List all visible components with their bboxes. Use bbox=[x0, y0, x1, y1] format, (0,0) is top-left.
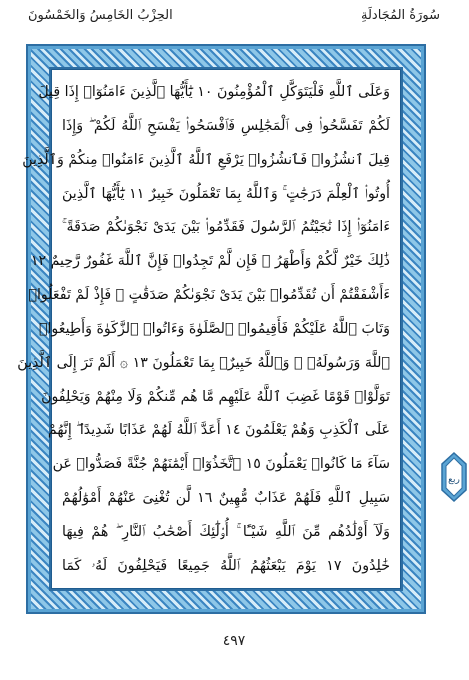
verse-line: خَٰلِدُونَ ١٧ يَوْمَ يَبْعَثُهُمُ ٱللَّهُ جَمِيعًا فَيَحْلِفُونَ لَهُۥ كَمَا bbox=[62, 557, 390, 574]
surah-name: سُورَةُ المُجَادلَةِ bbox=[361, 8, 440, 23]
verse-line: ءَأَشْفَقْتُمْ أَن تُقَدِّمُوا۟ بَيْنَ يَدَىْ نَجْوَىٰكُمْ صَدَقَٰتٍ ۚ فَإِذْ لَمْ تَفْعَلُوا۟ bbox=[28, 287, 390, 304]
hizb-label: الحِزْبُ الخَامِسُ وَالخَمْسُونَ bbox=[28, 8, 173, 23]
verse-line: ٱللَّهَ وَرَسُولَهُۥ ۚ وَٱللَّهُ خَبِيرٌۢ بِمَا تَعْمَلُونَ ١٣ ۞ أَلَمْ تَرَ إِلَى ٱلَّذِينَ bbox=[17, 354, 390, 371]
verse-line: ءَامَنُوٓا۟ إِذَا نَٰجَيْتُمُ ٱلرَّسُولَ فَقَدِّمُوا۟ بَيْنَ يَدَىْ نَجْوَىٰكُمْ صَدَقَةً ۚ bbox=[62, 219, 390, 236]
verse-line: ذَٰلِكَ خَيْرٌ لَّكُمْ وَأَطْهَرُ ۚ فَإِن لَّمْ تَجِدُوا۟ فَإِنَّ ٱللَّهَ غَفُورٌ رَّحِيمٌ ١٢ bbox=[30, 253, 390, 270]
verse-line: سَآءَ مَا كَانُوا۟ يَعْمَلُونَ ١٥ ٱتَّخَذُوٓا۟ أَيْمَٰنَهُمْ جُنَّةً فَصَدُّوا۟ عَن bbox=[52, 456, 390, 473]
verse-line: وَلَآ أَوْلَٰدُهُم مِّنَ ٱللَّهِ شَيْـًٔا ۚ أُو۟لَٰٓئِكَ أَصْحَٰبُ ٱلنَّارِ ۖ هُمْ فِيهَا bbox=[62, 523, 390, 540]
verse-line: تَوَلَّوْا۟ قَوْمًا غَضِبَ ٱللَّهُ عَلَيْهِم مَّا هُم مِّنكُمْ وَلَا مِنْهُمْ وَيَحْلِفُونَ bbox=[41, 388, 390, 405]
rub-marker-icon bbox=[439, 452, 469, 502]
page-number: ٤٩٧ bbox=[222, 633, 246, 649]
verse-lines bbox=[17, 76, 390, 582]
verse-line: وَتَابَ ٱللَّهُ عَلَيْكُمْ فَأَقِيمُوا۟ ٱلصَّلَوٰةَ وَءَاتُوا۟ ٱلزَّكَوٰةَ وَأَطِيعُوا۟ bbox=[38, 320, 390, 337]
verse-line: سَبِيلِ ٱللَّهِ فَلَهُمْ عَذَابٌ مُّهِينٌ ١٦ لَّن تُغْنِىَ عَنْهُمْ أَمْوَٰلُهُمْ bbox=[62, 490, 390, 507]
verse-line: قِيلَ ٱنشُزُوا۟ فَٱنشُزُوا۟ يَرْفَعِ ٱللَّهُ ٱلَّذِينَ ءَامَنُوا۟ مِنكُمْ وَٱلَّذِينَ bbox=[22, 151, 390, 168]
text-area bbox=[17, 70, 400, 588]
page-frame bbox=[17, 44, 426, 614]
verse-line: لَكُمْ تَفَسَّحُوا۟ فِى ٱلْمَجَٰلِسِ فَٱفْسَحُوا۟ يَفْسَحِ ٱللَّهُ لَكُمْ ۖ وَإِذَا bbox=[62, 117, 390, 134]
verse-line: وَعَلَى ٱللَّهِ فَلْيَتَوَكَّلِ ٱلْمُؤْمِنُونَ ١٠ يَٰٓأَيُّهَا ٱلَّذِينَ ءَامَنُوٓا۟ إِذَا قِيلَ bbox=[38, 84, 390, 100]
verse-line: عَلَى ٱلْكَذِبِ وَهُمْ يَعْلَمُونَ ١٤ أَعَدَّ ٱللَّهُ لَهُمْ عَذَابًا شَدِيدًا ۖ إِنَّهُمْ bbox=[47, 422, 390, 439]
verse-line: أُوتُوا۟ ٱلْعِلْمَ دَرَجَٰتٍ ۚ وَٱللَّهُ بِمَا تَعْمَلُونَ خَبِيرٌ ١١ يَٰٓأَيُّهَا ٱلَّذِينَ bbox=[62, 185, 390, 202]
rub-marker-label: ربع bbox=[448, 475, 460, 485]
